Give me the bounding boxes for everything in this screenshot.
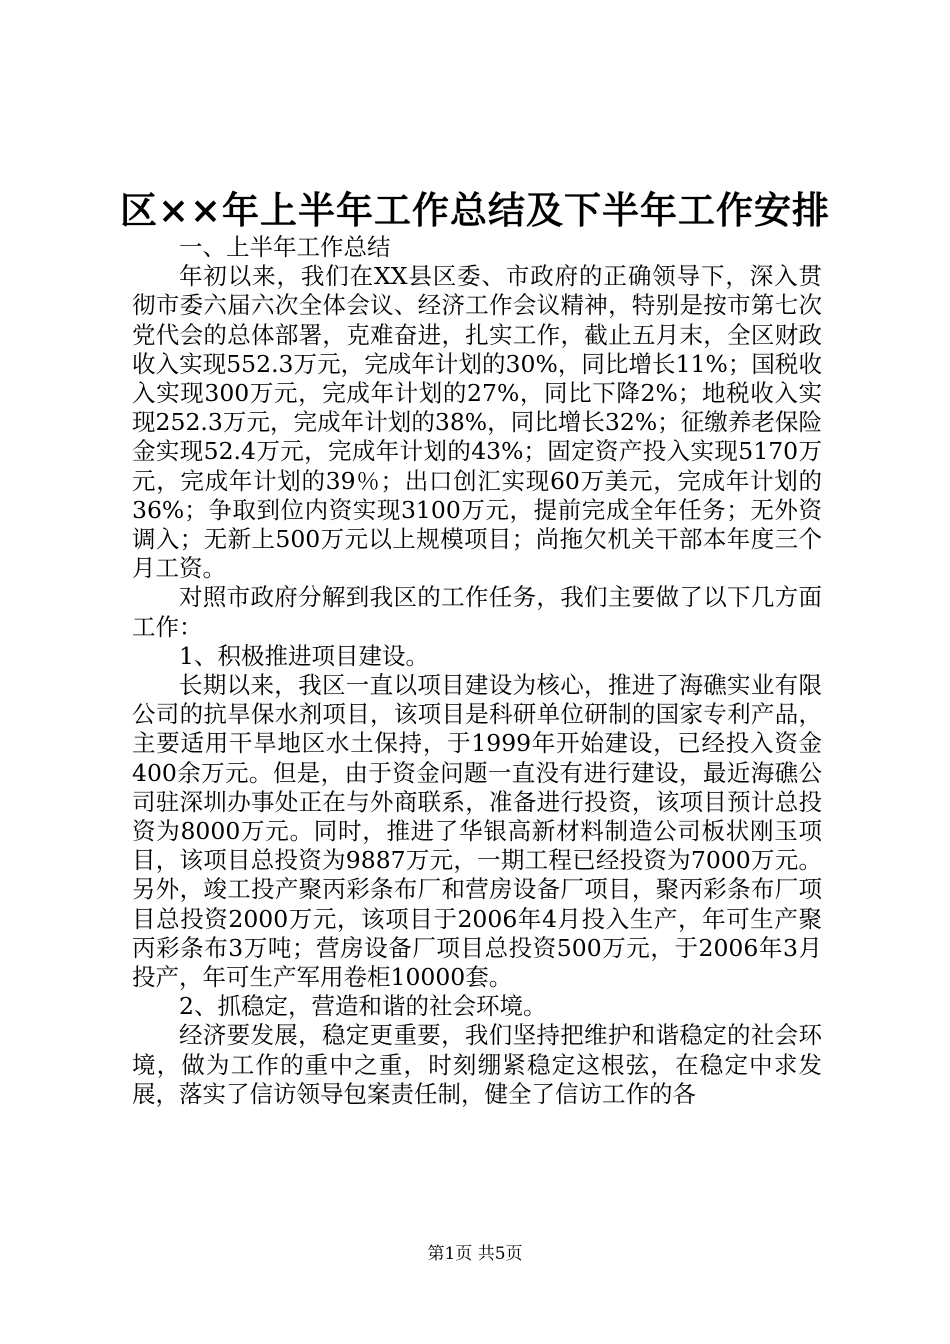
section-heading: 一、上半年工作总结: [179, 233, 391, 261]
document-title: 区××年上半年工作总结及下半年工作安排: [119, 188, 830, 232]
page-footer: 第1页 共5页: [427, 1244, 523, 1264]
paragraph: 长期以来，我区一直以项目建设为核心，推进了海礁实业有限公司的抗旱保水剂项目，该项目是科研单位研制的国家专利产品，主要适用干旱地区水土保持，于1999年开始建设，已经投入资金400余万元。但是，由于资金问题一直没有进行建设，最近海礁公司驻深圳办事处正在与外商联系，准备进行投资，该项目预计总投资为8000万元。同时，推进了华银高新材料制造公司板状刚玉项目，该项目总投资为9887万元，一期工程已经投资为7000万元。另外，竣工投产聚丙彩条布厂和营房设备厂项目，聚丙彩条布厂项目总投资2000万元，该项目于2006年4月投入生产，年可生产聚丙彩条布3万吨；营房设备厂项目总投资500万元，于2006年3月投产，年可生产军用卷柜10000套。: [132, 671, 822, 992]
paragraph: 经济要发展，稳定更重要，我们坚持把维护和谐稳定的社会环境，做为工作的重中之重，时刻绷紧稳定这根弦，在稳定中求发展，落实了信访领导包案责任制，健全了信访工作的各: [132, 1021, 822, 1108]
paragraph: 年初以来，我们在XX县区委、市政府的正确领导下，深入贯彻市委六届六次全体会议、经济工作会议精神，特别是按市第七次党代会的总体部署，克难奋进，扎实工作，截止五月末，全区财政收入实现552.3万元，完成年计划的30%，同比增长11%；国税收入实现300万元，完成年计划的27%，同比下降2%；地税收入实现252.3万元，完成年计划的38%，同比增长32%；征缴养老保险金实现52.4万元，完成年计划的43%；固定资产投入实现5170万元，完成年计划的39％；出口创汇实现60万美元，完成年计划的36%；争取到位内资实现3100万元，提前完成全年任务；无外资调入；无新上500万元以上规模项目；尚拖欠机关干部本年度三个月工资。: [132, 262, 822, 583]
document-body: [132, 233, 822, 1109]
paragraph: 对照市政府分解到我区的工作任务，我们主要做了以下几方面工作：: [132, 583, 822, 641]
subsection-heading: 2、抓稳定，营造和谐的社会环境。: [179, 992, 547, 1021]
subsection-heading: 1、积极推进项目建设。: [179, 641, 429, 670]
